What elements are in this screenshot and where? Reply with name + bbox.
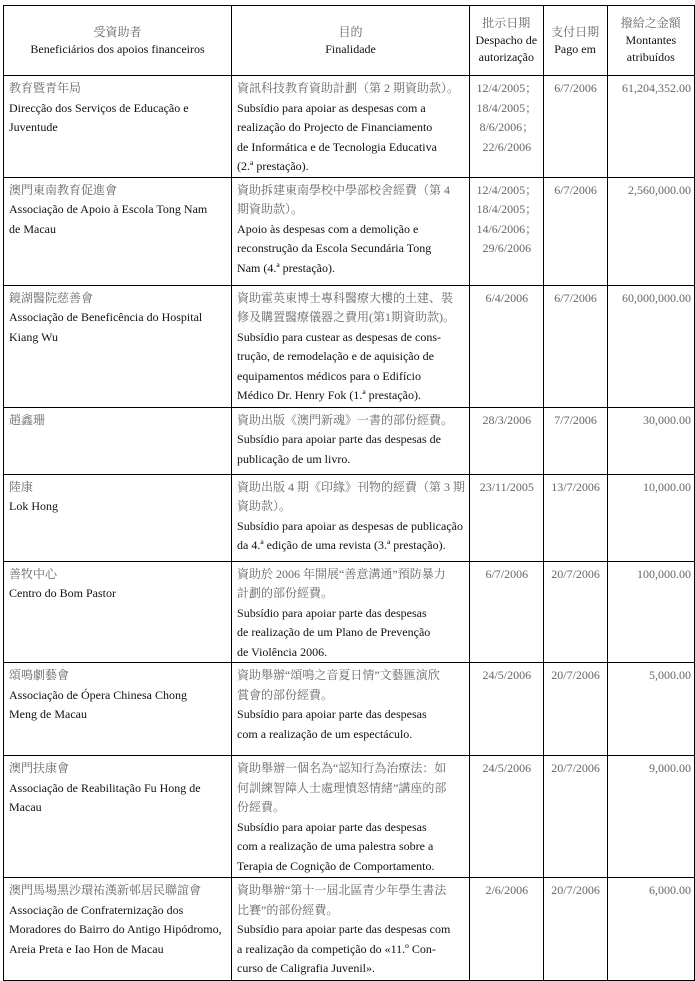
purpose-zh: 資訊科技教育資助計劃（第 2 期資助款）。	[237, 81, 460, 95]
purpose-pt: Subsídio para apoiar as despesas de publicação	[237, 518, 463, 533]
purpose-zh: 何訓練智障人士處理憤怒情緒”講座的部	[237, 780, 447, 795]
purpose-pt: Apoio às despesas com a demolição e	[237, 221, 419, 236]
table-row	[4, 474, 695, 561]
authorization-date: 29/6/2006	[482, 241, 532, 255]
header-amount	[607, 6, 694, 76]
beneficiary-zh: 趙鑫珊	[9, 412, 46, 427]
amount-value: 60,000,000.00	[622, 290, 691, 305]
purpose-zh: 資助霍英東博士專科醫療大樓的土建、裝	[237, 290, 454, 305]
authorization-cell	[470, 177, 544, 285]
authorization-cell	[470, 663, 544, 756]
purpose-zh: 資助出版《澳門新魂》一書的部份經費。	[237, 412, 454, 427]
table-row	[4, 878, 695, 981]
purpose-cell	[232, 76, 470, 178]
purpose-pt: de realização de um Plano de Prevenção	[237, 625, 431, 639]
table-row	[4, 663, 695, 756]
authorization-date: 28/3/2006	[482, 412, 532, 427]
header-paid-zh: 支付日期	[551, 24, 600, 39]
paid-date: 7/7/2006	[554, 412, 597, 427]
beneficiary-pt: Lok Hong	[9, 499, 58, 513]
amount-cell	[607, 407, 694, 474]
purpose-pt: com a realização de uma palestra sobre a	[237, 839, 434, 853]
beneficiary-zh: 頌鳴劇藝會	[9, 668, 70, 682]
paid-cell	[543, 878, 607, 981]
purpose-cell	[232, 878, 470, 981]
paid-date: 6/7/2006	[554, 81, 597, 95]
beneficiary-pt: Moradores do Bairro do Antigo Hipódromo,	[9, 922, 222, 936]
beneficiary-pt: de Macau	[9, 221, 56, 236]
purpose-cell	[232, 407, 470, 474]
amount-cell	[607, 177, 694, 285]
amount-value: 2,560,000.00	[628, 182, 691, 197]
paid-cell	[543, 756, 607, 878]
paid-date: 13/7/2006	[551, 479, 600, 494]
header-authorization	[470, 6, 544, 76]
purpose-cell	[232, 474, 470, 561]
beneficiary-pt: Associação de Beneficência do Hospital	[9, 310, 203, 324]
table-row	[4, 561, 695, 663]
amount-cell	[607, 756, 694, 878]
beneficiary-zh: 澳門扶康會	[9, 761, 70, 775]
purpose-cell	[232, 561, 470, 663]
authorization-date: 22/6/2006	[482, 139, 532, 154]
table-header	[4, 6, 695, 76]
authorization-date: 24/5/2006	[482, 668, 532, 682]
purpose-zh: 修及購置醫療儀器之費用(第1期資助款)。	[237, 310, 456, 324]
beneficiary-pt: Centro do Bom Pastor	[9, 586, 116, 600]
header-beneficiary-pt: Beneficiários dos apoios financeiros	[30, 41, 205, 56]
header-authorization-pt: autorização	[478, 50, 534, 64]
purpose-pt: da 4.ª edição de uma revista (3.ª prestação).	[237, 538, 446, 552]
paid-date: 20/7/2006	[551, 566, 600, 581]
paid-cell	[543, 561, 607, 663]
beneficiary-cell	[4, 474, 232, 561]
authorization-date: 23/11/2005	[479, 479, 534, 494]
authorization-cell	[470, 76, 544, 178]
table-row	[4, 756, 695, 878]
beneficiary-pt: Areia Preta e Iao Hon de Macau	[9, 941, 164, 956]
beneficiary-zh: 鏡湖醫院慈善會	[9, 290, 94, 305]
amount-cell	[607, 663, 694, 756]
amount-cell	[607, 285, 694, 407]
beneficiary-cell	[4, 76, 232, 178]
header-beneficiary-zh: 受資助者	[93, 24, 142, 39]
header-purpose-pt: Finalidade	[325, 41, 376, 56]
beneficiary-zh: 善牧中心	[9, 566, 58, 581]
header-amount-pt: Montantes	[625, 33, 677, 47]
purpose-pt: Subsídio para apoiar parte das despesas	[237, 819, 427, 834]
beneficiary-pt: Associação de Ópera Chinesa Chong	[9, 687, 187, 702]
amount-value: 100,000.00	[637, 566, 691, 581]
purpose-pt: Subsídio para apoiar parte das despesas	[237, 605, 427, 620]
purpose-pt: Subsídio para apoiar as despesas com a	[237, 100, 426, 115]
purpose-zh: 資助舉辦“頌鳴之音夏日情”文藝匯演欣	[237, 668, 440, 682]
authorization-date: 18/4/2005；	[476, 202, 538, 216]
beneficiary-cell	[4, 878, 232, 981]
table-row	[4, 407, 695, 474]
authorization-date: 18/4/2005；	[476, 100, 538, 115]
purpose-zh: 資助舉辦一個名為“認知行為治療法：如	[237, 761, 447, 775]
header-authorization-pt: Despacho de	[475, 33, 538, 47]
header-authorization-zh: 批示日期	[482, 16, 531, 30]
authorization-date: 12/4/2005；	[476, 81, 538, 95]
purpose-pt: de Violência 2006.	[237, 644, 328, 659]
authorization-date: 6/7/2006	[485, 566, 529, 581]
purpose-pt: Médico Dr. Henry Fok (1.ª prestação).	[237, 388, 421, 402]
purpose-zh: 資助拆建東南學校中學部校舍經費（第 4	[237, 182, 451, 197]
paid-date: 20/7/2006	[551, 883, 600, 897]
beneficiary-cell	[4, 561, 232, 663]
beneficiary-pt: Macau	[9, 800, 42, 814]
beneficiary-pt: Kiang Wu	[9, 329, 58, 344]
purpose-zh: 資助出版 4 期《印緣》刊物的經費（第 3 期	[237, 479, 466, 494]
purpose-pt: publicação de um livro.	[237, 451, 351, 466]
purpose-pt: Subsídio para custear as despesas de cons-	[237, 329, 441, 344]
amount-cell	[607, 474, 694, 561]
amount-value: 61,204,352.00	[622, 81, 691, 95]
amount-cell	[607, 878, 694, 981]
beneficiary-cell	[4, 177, 232, 285]
beneficiary-cell	[4, 756, 232, 878]
purpose-pt: trução, de remodelação e de aquisição de	[237, 349, 434, 363]
header-beneficiary	[4, 6, 232, 76]
authorization-date: 12/4/2005；	[476, 182, 538, 197]
purpose-cell	[232, 285, 470, 407]
beneficiary-pt: Direcção dos Serviços de Educação e	[9, 100, 189, 115]
paid-cell	[543, 76, 607, 178]
purpose-pt: Nam (4.ª prestação).	[237, 260, 335, 275]
authorization-cell	[470, 407, 544, 474]
authorization-cell	[470, 474, 544, 561]
paid-date: 20/7/2006	[551, 668, 600, 682]
purpose-pt: a realização da competição do «11.º Con-	[237, 941, 436, 956]
paid-date: 6/7/2006	[554, 182, 597, 197]
beneficiary-pt: Meng de Macau	[9, 707, 87, 721]
amount-cell	[607, 561, 694, 663]
purpose-cell	[232, 663, 470, 756]
purpose-zh: 資助於 2006 年開展“善意溝通”預防暴力	[237, 566, 446, 581]
paid-cell	[543, 177, 607, 285]
beneficiary-zh: 澳門東南教育促進會	[9, 182, 118, 197]
header-paid-pt: Pago em	[554, 41, 596, 56]
authorization-cell	[470, 756, 544, 878]
paid-cell	[543, 407, 607, 474]
authorization-cell	[470, 561, 544, 663]
table-row	[4, 285, 695, 407]
authorization-date: 14/6/2006；	[476, 221, 538, 236]
purpose-pt: equipamentos médicos para o Edifício	[237, 368, 421, 383]
paid-cell	[543, 474, 607, 561]
purpose-pt: reconstrução da Escola Secundária Tong	[237, 241, 432, 255]
authorization-date: 24/5/2006	[482, 761, 532, 775]
amount-value: 5,000.00	[649, 668, 691, 682]
beneficiary-pt: Juventude	[9, 120, 58, 134]
table-row	[4, 76, 695, 178]
paid-cell	[543, 663, 607, 756]
amount-value: 6,000.00	[649, 883, 691, 897]
beneficiary-zh: 澳門馬場黑沙環祐漢新邨居民聯誼會	[9, 883, 202, 897]
purpose-zh: 比賽”的部份經費。	[237, 902, 339, 917]
purpose-pt: curso de Caligrafia Juvenil».	[237, 961, 376, 975]
amount-value: 30,000.00	[643, 412, 691, 427]
subsidy-table	[3, 5, 695, 981]
amount-value: 10,000.00	[643, 479, 691, 494]
purpose-pt: realização do Projecto de Financiamento	[237, 120, 433, 134]
table-row	[4, 177, 695, 285]
purpose-zh: 賞會的部份經費。	[237, 687, 334, 702]
purpose-pt: Subsídio para apoiar parte das despesas com	[237, 922, 451, 936]
beneficiary-cell	[4, 285, 232, 407]
paid-cell	[543, 285, 607, 407]
purpose-pt: com a realização de um espectáculo.	[237, 726, 413, 741]
paid-date: 20/7/2006	[551, 761, 600, 775]
beneficiary-zh: 陸康	[9, 479, 34, 494]
header-paid	[543, 6, 607, 76]
amount-value: 9,000.00	[649, 761, 691, 775]
purpose-zh: 資助舉辦“第十一屆北區青少年學生書法	[237, 883, 447, 897]
header-purpose	[232, 6, 470, 76]
purpose-cell	[232, 177, 470, 285]
authorization-date: 2/6/2006	[485, 883, 529, 897]
authorization-cell	[470, 878, 544, 981]
beneficiary-pt: Associação de Confraternização dos	[9, 902, 184, 917]
beneficiary-pt: Associação de Reabilitação Fu Hong de	[9, 780, 201, 795]
beneficiary-cell	[4, 407, 232, 474]
beneficiary-zh: 教育暨青年局	[9, 81, 82, 95]
purpose-zh: 計劃的部份經費。	[237, 586, 334, 600]
purpose-pt: (2.ª prestação).	[237, 159, 309, 173]
beneficiary-cell	[4, 663, 232, 756]
purpose-zh: 期資助款）。	[237, 202, 304, 216]
purpose-pt: de Informática e de Tecnologia Educativa	[237, 139, 437, 154]
header-amount-pt: atribuídos	[626, 50, 675, 64]
authorization-cell	[470, 285, 544, 407]
purpose-pt: Terapia de Cognição de Comportamento.	[237, 858, 435, 873]
authorization-date: 6/4/2006	[485, 290, 529, 305]
purpose-zh: 資助款）。	[237, 499, 292, 513]
header-amount-zh: 撥給之金額	[620, 16, 681, 30]
purpose-pt: Subsídio para apoiar parte das despesas de	[237, 432, 441, 446]
purpose-cell	[232, 756, 470, 878]
authorization-date: 8/6/2006；	[479, 120, 535, 134]
purpose-zh: 份經費。	[237, 800, 286, 814]
header-purpose-zh: 目的	[338, 24, 363, 39]
paid-date: 6/7/2006	[554, 290, 597, 305]
purpose-pt: Subsídio para apoiar parte das despesas	[237, 707, 427, 721]
amount-cell	[607, 76, 694, 178]
beneficiary-pt: Associação de Apoio à Escola Tong Nam	[9, 202, 208, 216]
